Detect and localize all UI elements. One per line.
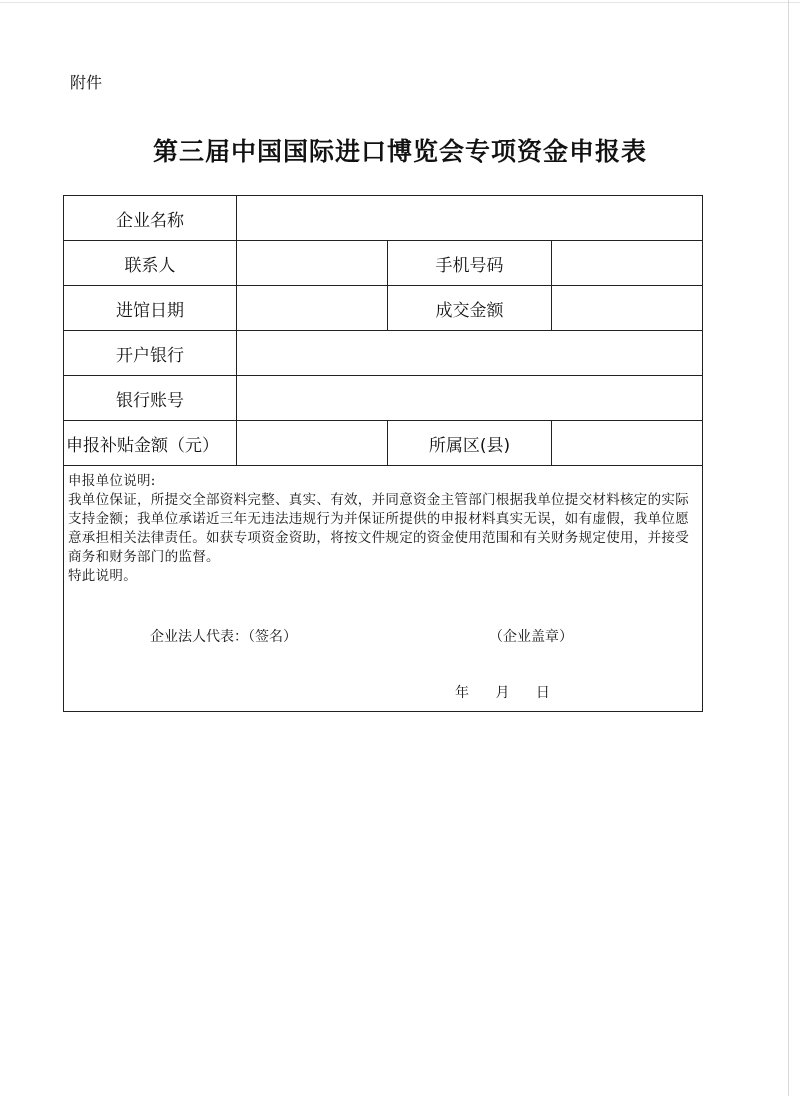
signature-label: 企业法人代表：（签名） [150,629,297,645]
page-edge-top [0,2,800,3]
seal-label: （企业盖章） [489,629,573,645]
form-title: 第三届中国国际进口博览会专项资金申报表 [152,137,647,166]
contact-field[interactable] [237,241,388,286]
row-statement [64,466,703,712]
company-name-label: 企业名称 [64,196,237,241]
mobile-label: 手机号码 [388,241,552,286]
statement-block [68,472,698,586]
statement-cell [64,466,703,712]
mobile-field[interactable] [552,241,703,286]
subsidy-label: 申报补贴金额（元） [64,421,237,466]
row-entry-date [64,286,703,331]
statement-heading: 申报单位说明: [68,473,156,489]
subsidy-field[interactable] [237,421,388,466]
bank-label: 开户银行 [64,331,237,376]
statement-closing: 特此说明。 [68,568,137,584]
entry-date-label: 进馆日期 [64,286,237,331]
row-company-name [64,196,703,241]
date-label: 年 月 日 [455,685,550,701]
district-field[interactable] [552,421,703,466]
row-subsidy [64,421,703,466]
contact-label: 联系人 [64,241,237,286]
row-contact [64,241,703,286]
bank-field[interactable] [237,331,703,376]
deal-amount-label: 成交金额 [388,286,552,331]
row-bank [64,331,703,376]
application-form [63,195,703,712]
account-field[interactable] [237,376,703,421]
row-account [64,376,703,421]
entry-date-field[interactable] [237,286,388,331]
district-label: 所属区(县) [388,421,552,466]
account-label: 银行账号 [64,376,237,421]
attachment-label: 附件 [70,73,103,92]
statement-body: 我单位保证，所提交全部资料完整、真实、有效，并同意资金主管部门根据我单位提交材料核定的实际支持金额；我单位承诺近三年无违法违规行为并保证所提供的申报材料真实无误，如有虚假，我单位愿意承担相关法律责任。如获专项资金资助，将按文件规定的资金使用范围和有关财务规定使用，并接受商务和财务部门的监督。 [68,492,689,565]
deal-amount-field[interactable] [552,286,703,331]
company-name-field[interactable] [237,196,703,241]
